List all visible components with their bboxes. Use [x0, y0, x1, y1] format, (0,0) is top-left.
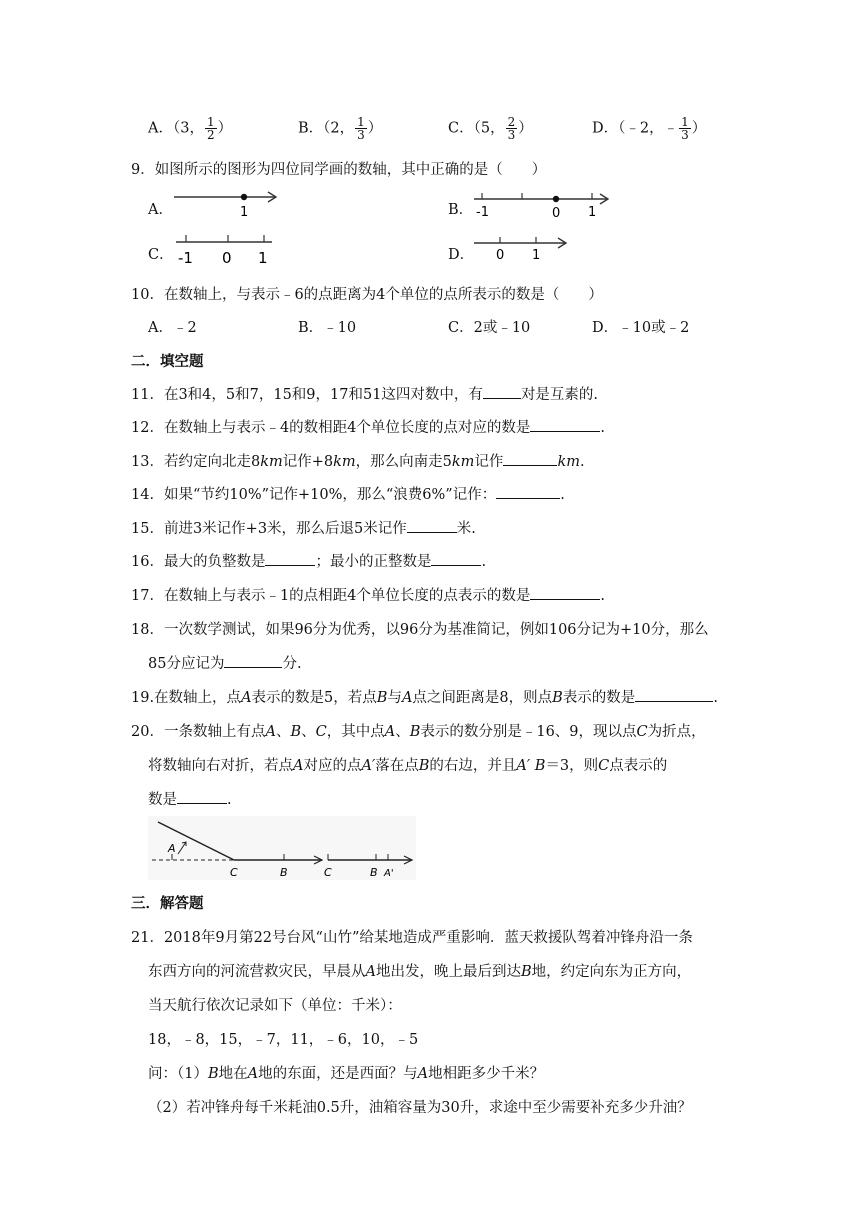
q20-fig-label-c-right: C: [324, 866, 332, 879]
q20-fig-label-b-left: B: [280, 866, 288, 879]
q9-figure-c: [172, 233, 282, 269]
q8-option-d: D．（﹣2，﹣ $\frac{1}{3}$ ）: [592, 115, 707, 142]
q21-line2: 东西方向的河流营救灾民，早晨从A地出发，晚上最后到达B地，约定向东为正方向，: [148, 964, 692, 980]
answer-blank: [407, 518, 457, 533]
q20-fig-label-c-left: C: [230, 866, 238, 879]
fraction: $\frac{1}{3}$: [357, 115, 365, 142]
q20-line3: 数是 .: [148, 788, 232, 809]
q9-c-label-1: 1: [258, 249, 268, 267]
q21-sub1: 问：（1）B地在A地的东面，还是西面？与A地相距多少千米？: [148, 1066, 545, 1082]
q9-b-label-1: 1: [588, 205, 597, 220]
q17: 17．在数轴上与表示﹣1的点相距4个单位长度的点表示的数是 .: [131, 584, 605, 605]
q21-sub2: （2）若冲锋舟每千米耗油0.5升，油箱容量为30升，求途中至少需要补充多少升油？: [148, 1100, 692, 1116]
q9-c-label-0: 0: [222, 249, 232, 267]
q9-d-label-0: 0: [496, 248, 505, 263]
answer-blank: [177, 789, 227, 804]
answer-blank: [431, 551, 481, 566]
q9-figure-a: [172, 188, 282, 222]
q8-option-b: B．（2， $\frac{1}{3}$ ）: [298, 115, 383, 142]
q8-option-a: A．（3， $\frac{1}{2}$ ）: [148, 115, 233, 142]
answer-blank: [496, 484, 560, 499]
q20-line1: 20．一条数轴上有点A、B、C，其中点A、B表示的数分别是﹣16、9，现以点C为折点，: [131, 724, 706, 740]
q9-text: 9．如图所示的图形为四位同学画的数轴，其中正确的是（ ）: [131, 162, 547, 178]
answer-blank: [224, 653, 282, 668]
answer-blank: [530, 585, 600, 600]
q10-option-c: C．2或﹣10: [448, 320, 531, 336]
section-title-solve: 三．解答题: [131, 895, 204, 912]
fraction: $\frac{1}{3}$: [681, 115, 689, 142]
answer-blank: [265, 551, 315, 566]
q9-a-label-1: 1: [240, 205, 249, 220]
q12: 12．在数轴上与表示﹣4的数相距4个单位长度的点对应的数是 .: [131, 416, 605, 437]
q20-line2: 将数轴向右对折，若点A对应的点A′落在点B的右边，并且A′ B＝3，则C点表示的: [148, 758, 668, 774]
q15: 15．前进3米记作+3米，那么后退5米记作 米.: [131, 517, 476, 538]
answer-blank: [635, 687, 713, 702]
q20-fig-label-b-right: B: [370, 866, 378, 879]
q9-figure-d: [470, 235, 580, 265]
q9-option-b-letter: B．: [448, 202, 474, 218]
q10-option-b: B．﹣10: [298, 320, 357, 336]
q10-text: 10．在数轴上，与表示﹣6的点距离为4个单位的点所表示的数是（ ）: [131, 287, 603, 303]
q20-fig-label-aprime: A': [384, 868, 394, 879]
answer-blank: [530, 417, 600, 432]
q9-option-a-letter: A．: [148, 202, 173, 218]
q10-option-a: A．﹣2: [148, 320, 197, 336]
q18-line2: 85分应记为 分.: [148, 652, 302, 673]
q20-fold-figure: [148, 816, 416, 880]
q10-option-d: D．﹣10或﹣2: [592, 320, 690, 336]
q9-option-d-letter: D．: [448, 247, 475, 263]
fraction: $\frac{2}{3}$: [507, 115, 516, 142]
q9-b-label-0: 0: [552, 206, 561, 221]
answer-blank: [503, 451, 557, 466]
q21-line3: 当天航行依次记录如下（单位：千米）：: [148, 998, 402, 1014]
q16: 16．最大的负整数是 ；最小的正整数是 .: [131, 550, 486, 571]
q21-record: 18，﹣8，15，﹣7，11，﹣6，10，﹣5: [148, 1032, 419, 1048]
q11: 11．在3和4，5和7，15和9，17和51这四对数中，有 对是互素的.: [131, 383, 598, 404]
q14: 14．如果“节约10%”记作+10%，那么“浪费6%”记作： .: [131, 483, 565, 504]
fraction: $\frac{1}{2}$: [206, 115, 215, 142]
q13: 13．若约定向北走8km记作+8km，那么向南走5km记作 km.: [131, 450, 585, 471]
q9-figure-b: [470, 188, 615, 222]
q9-c-label-neg1: -1: [178, 249, 193, 267]
q20-fig-label-a: A: [168, 842, 176, 855]
q8-option-c: C．（5， $\frac{2}{3}$ ）: [448, 115, 533, 142]
q9-option-c-letter: C．: [148, 247, 174, 263]
section-title-fill-blank: 二．填空题: [131, 353, 204, 370]
q9-d-label-1: 1: [532, 248, 541, 263]
q9-b-label-neg1: -1: [476, 205, 489, 220]
answer-blank: [483, 384, 521, 399]
q21-line1: 21．2018年9月第22号台风“山竹”给某地造成严重影响．蓝天救援队驾着冲锋舟沿一条: [131, 930, 693, 946]
q18-line1: 18．一次数学测试，如果96分为优秀，以96分为基准简记，例如106分记为+10分，那么: [131, 622, 709, 638]
q19: 19.在数轴上，点A表示的数是5，若点B与A点之间距离是8，则点B表示的数是 .: [131, 686, 718, 707]
